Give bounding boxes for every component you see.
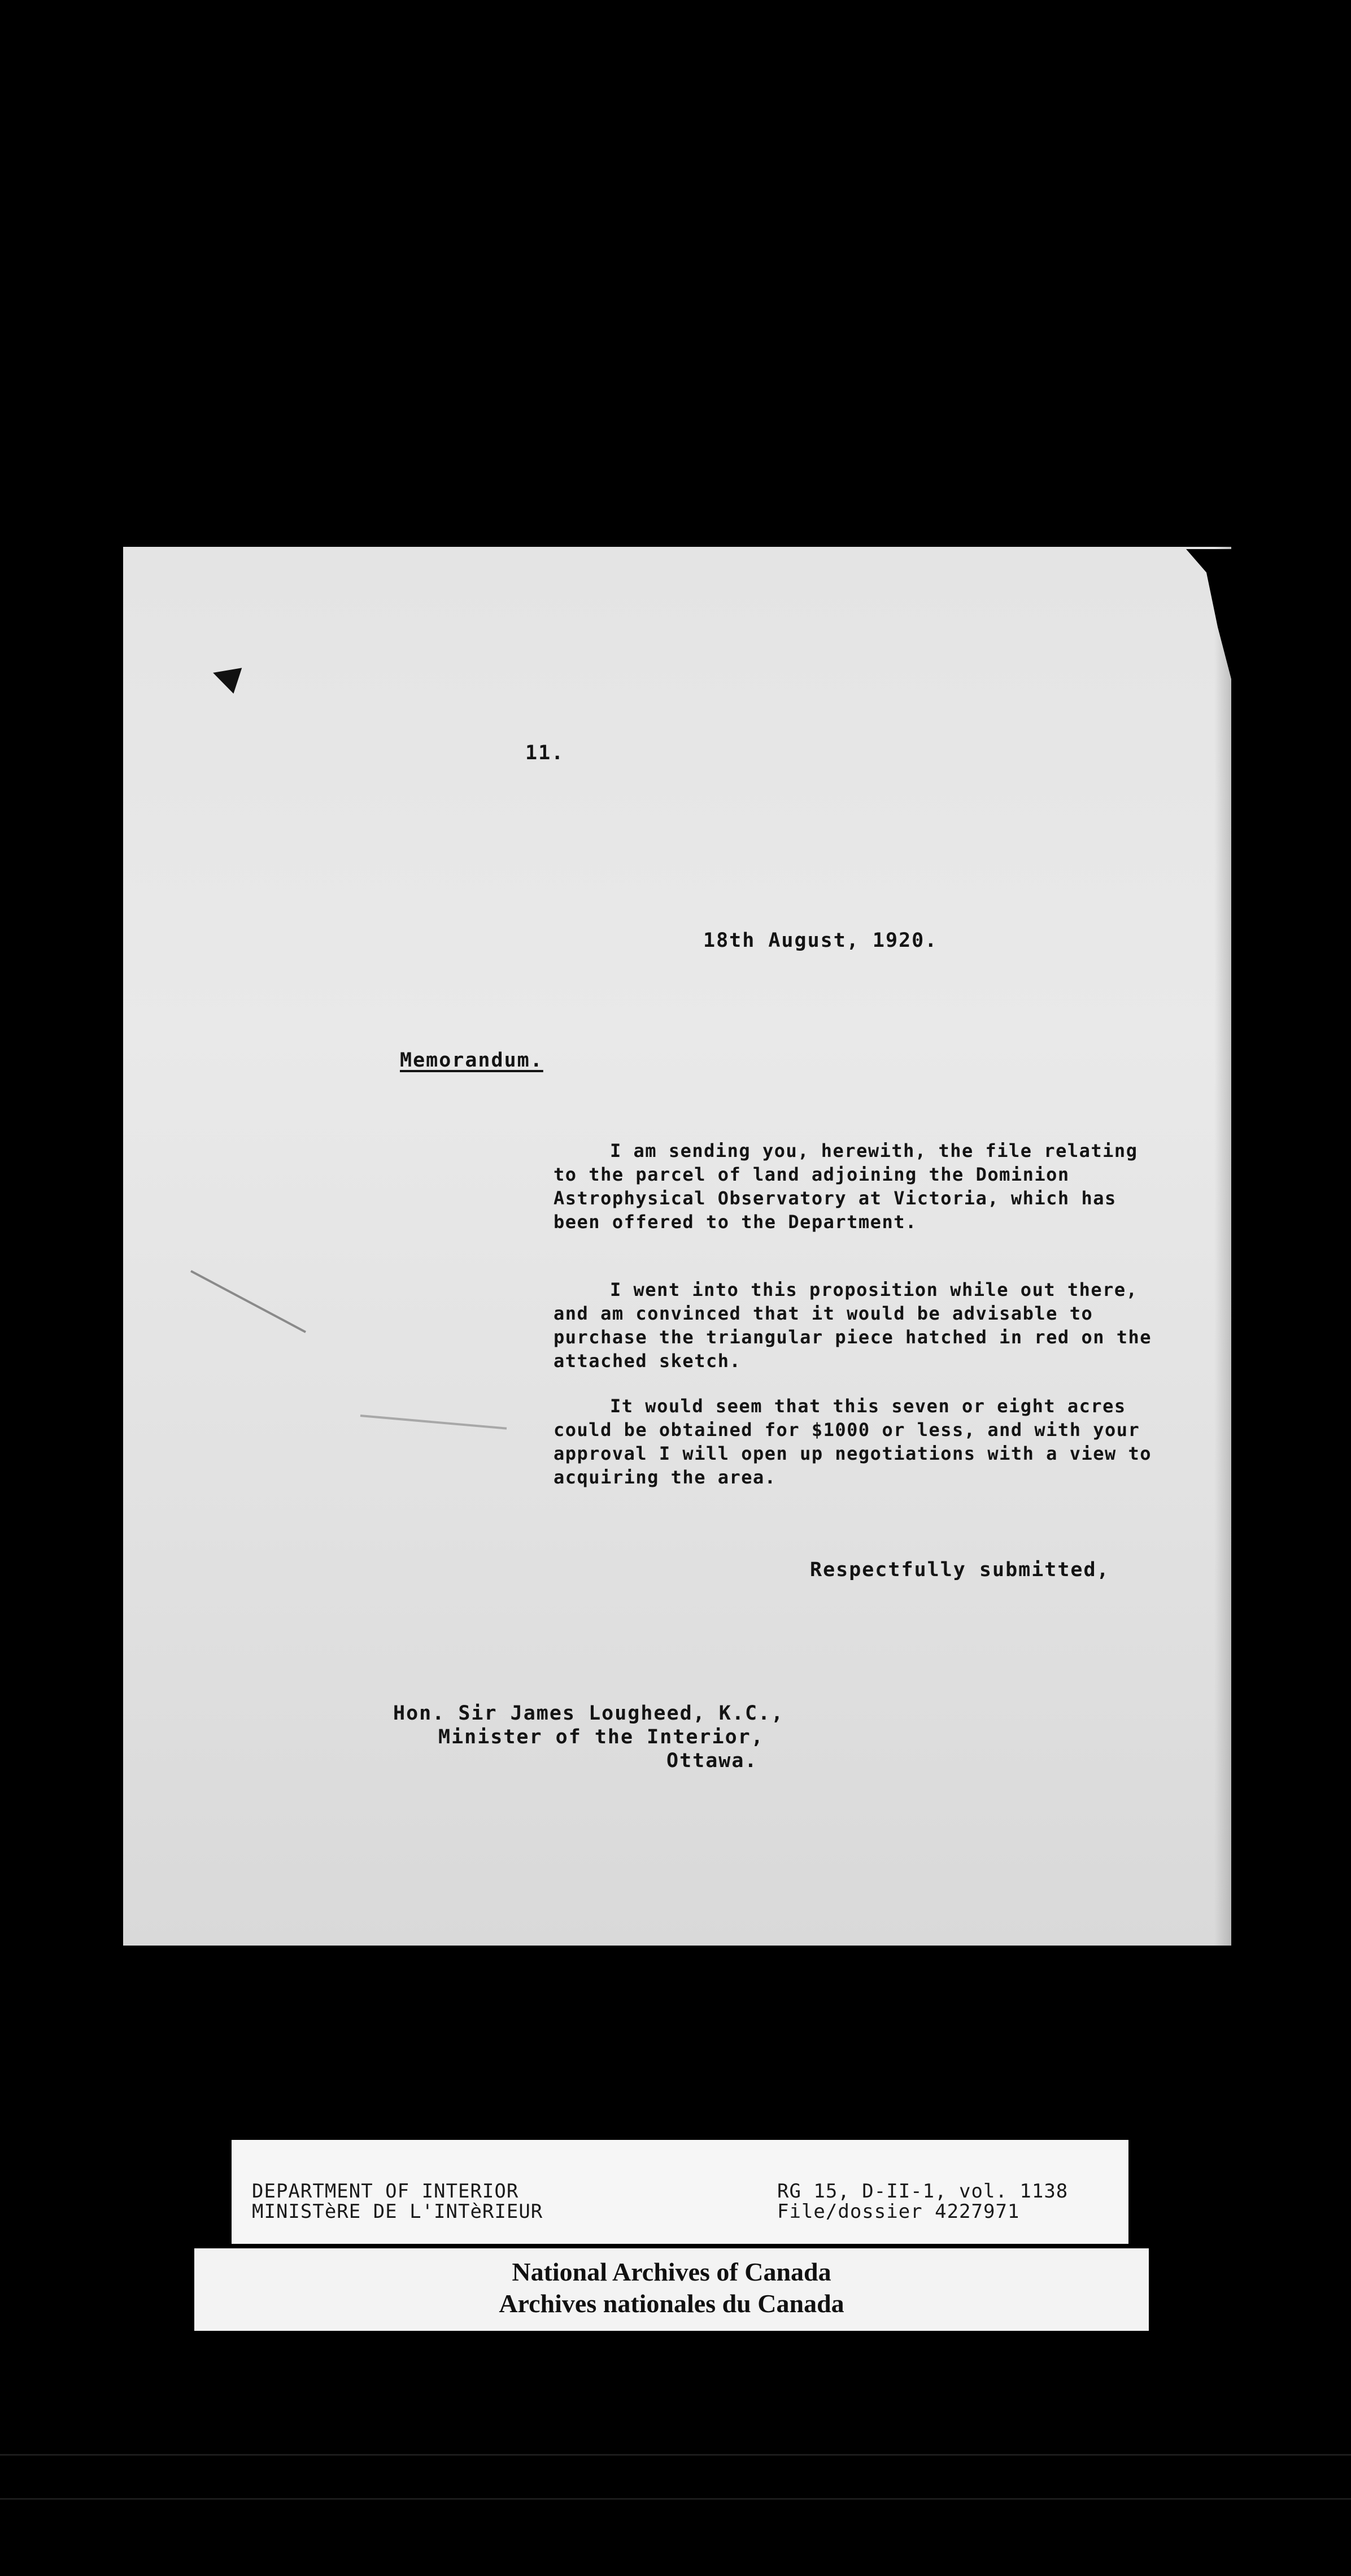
memo-paragraph: I am sending you, herewith, the file relating to the parcel of land adjoining the Dominion Astrophysical Observatory at Victoria, which has been offered to the Department. bbox=[554, 1140, 1138, 1233]
page-number: 11. bbox=[525, 742, 565, 764]
addressee-title: Minister of the Interior, bbox=[438, 1726, 764, 1748]
stray-pencil-mark bbox=[360, 1415, 507, 1430]
record-group-reference: RG 15, D-II-1, vol. 1138 bbox=[777, 2180, 1069, 2203]
signoff: Respectfully submitted, bbox=[810, 1559, 1110, 1581]
department-name-en: DEPARTMENT OF INTERIOR bbox=[252, 2180, 519, 2203]
memo-date: 18th August, 1920. bbox=[703, 929, 938, 952]
archive-reference-label bbox=[232, 2140, 1128, 2244]
stray-pencil-mark bbox=[190, 1270, 306, 1333]
film-strip-divider bbox=[0, 2498, 1351, 2500]
addressee-city: Ottawa. bbox=[666, 1750, 758, 1772]
memo-paragraph: I went into this proposition while out there, and am convinced that it would be advisable to purchase the triangular piece hatched in red on the attached sketch. bbox=[554, 1279, 1152, 1372]
memo-heading: Memorandum. bbox=[400, 1049, 543, 1072]
archive-name-en: National Archives of Canada bbox=[512, 2257, 831, 2286]
file-reference: File/dossier 4227971 bbox=[777, 2200, 1020, 2223]
department-name-fr: MINISTèRE DE L'INTèRIEUR bbox=[252, 2200, 543, 2223]
archive-name-fr: Archives nationales du Canada bbox=[499, 2289, 844, 2318]
film-strip-divider bbox=[0, 2454, 1351, 2456]
archive-banner bbox=[194, 2248, 1149, 2331]
sheet-edge-shadow bbox=[1214, 547, 1231, 1946]
addressee-name: Hon. Sir James Lougheed, K.C., bbox=[393, 1702, 785, 1725]
memo-paragraph: It would seem that this seven or eight acres could be obtained for $1000 or less, and with your approval I will open up negotiations with a view to acquiring the area. bbox=[554, 1395, 1152, 1488]
